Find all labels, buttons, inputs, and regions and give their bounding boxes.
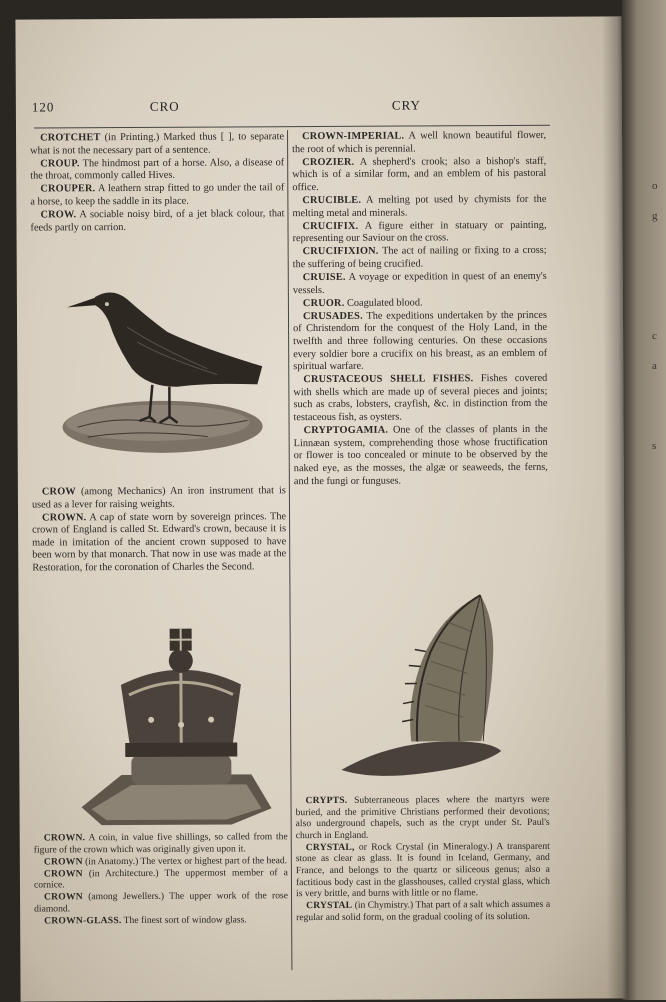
entry-text: (among Jewellers.) The upper work of the rose diamond. xyxy=(34,890,289,915)
entry-headword: CRYPTOGAMIA. xyxy=(303,424,389,437)
entry-text: A voyage or expedition in quest of an enemy's vessels. xyxy=(292,270,547,296)
entry-text: Coagulated blood. xyxy=(344,297,423,309)
left-guide-word: CRO xyxy=(149,98,180,114)
entry-text: Subterraneous places where the martyrs were buried, and the primitive Christians performed their devotions; also underground chapels, such as the crypt under St. Paul's church in England. xyxy=(295,793,550,841)
entry-crown-architecture xyxy=(34,867,288,892)
left-column-middle xyxy=(32,485,286,575)
entry-text: A well known beautiful flower, the root of which is perennial. xyxy=(292,129,547,155)
book-page xyxy=(15,16,626,1001)
left-column-lower xyxy=(34,831,288,928)
crown-engraving xyxy=(81,624,272,835)
entry-cruise xyxy=(293,271,547,298)
entry-headword: CROWN. xyxy=(43,832,86,844)
left-column-upper xyxy=(30,131,285,235)
entry-text: (among Mechanics) An iron instrument that is used as a lever for raising weights. xyxy=(31,485,286,511)
entry-text: The expeditions undertaken by the princes of Christendom for the conquest of the Holy Land, in the twelfth and three following centuries. On these occasions every soldier bore a crucifix on his breast, as an emblem of spiritual warfare. xyxy=(293,309,548,373)
entry-crown-jewellers xyxy=(34,891,288,916)
entry-cruor xyxy=(293,297,547,311)
crow-engraving xyxy=(57,286,268,467)
entry-headword: CRUCIFIXION. xyxy=(302,246,379,258)
entry-text: Fishes covered with shells which are made up of several pieces and joints; such as crabs, lobsters, crayfish, &c. in distinction from the testaceous fish, as oysters. xyxy=(293,373,548,424)
entry-crystal-chymistry xyxy=(296,899,550,924)
entry-text: The hindmost part of a horse. Also, a disease of the throat, commonly called Hives. xyxy=(30,156,285,182)
entry-crucible xyxy=(292,194,546,221)
entry-crouper xyxy=(30,183,284,210)
entry-headword: CROZIER. xyxy=(302,156,355,168)
entry-crown xyxy=(32,511,286,575)
entry-croup xyxy=(30,157,284,184)
entry-headword: CRYPTS. xyxy=(305,794,348,807)
entry-crypts xyxy=(295,794,549,842)
entry-text: A shepherd's crook; also a bishop's staff, which is of a similar form, and an emblem of his pastoral office. xyxy=(292,155,547,194)
entry-headword: CRUSTACEOUS SHELL FISHES. xyxy=(303,373,474,386)
entry-text: (in Printing.) Marked thus [ ], to separate what is not the necessary part of a sentence. xyxy=(30,131,285,157)
entry-crown-coin xyxy=(34,831,288,856)
entry-headword: CROW. xyxy=(40,209,77,221)
page-number: 120 xyxy=(31,99,55,115)
entry-crown-anatomy xyxy=(34,855,288,868)
right-column-upper xyxy=(292,130,548,489)
entry-text: (in Anatomy.) The vertex or highest part of the head. xyxy=(82,854,288,867)
entry-headword: CRUCIBLE. xyxy=(302,194,362,207)
entry-crown-imperial xyxy=(292,130,546,157)
entry-text: or Rock Crystal (in Mineralogy.) A transparent stone as clear as glass. It is found in Iceland, Germany, and France, and belongs to the quartz or siliceous genus; also a factitious body cast in the glasshouses, called crystal glass, which is very brittle, and burns with little or no flame. xyxy=(295,840,550,900)
right-column-lower xyxy=(295,794,550,924)
entry-text: (in Chymistry.) That part of a salt which assumes a regular and solid form, on the gradual cooling of its solution. xyxy=(296,899,551,924)
entry-headword: CROW xyxy=(41,486,76,498)
entry-crow xyxy=(30,208,284,235)
entry-headword: CROUP. xyxy=(40,157,80,170)
entry-headword: CROWN xyxy=(44,891,83,903)
entry-text: One of the classes of plants in the Linnæan system, comprehending those whose fructification or flower is too concealed or minute to be observed by the naked eye, as the mosses, the algæ or seaweeds, the ferns, and the fungi or funguses. xyxy=(293,423,548,487)
entry-headword: CROTCHET xyxy=(40,132,101,144)
entry-text: The finest sort of window glass. xyxy=(121,914,247,927)
entry-crown-glass xyxy=(34,914,288,927)
entry-headword: CROUPER. xyxy=(40,183,96,195)
entry-text: A leathern strap fitted to go under the tail of a horse, to keep the saddle in its place. xyxy=(30,182,285,208)
entry-cryptogamia xyxy=(294,424,548,488)
entry-headword: CROWN xyxy=(43,868,83,880)
entry-headword: CROWN-IMPERIAL. xyxy=(302,130,405,143)
entry-crotchet xyxy=(30,131,284,158)
entry-crystal-mineralogy xyxy=(296,841,550,900)
entry-headword: CRUSADES. xyxy=(302,310,363,322)
fern-engraving xyxy=(330,591,521,792)
entry-text: A sociable noisy bird, of a jet black colour, that feeds partly on carrion. xyxy=(30,208,285,234)
entry-text: A coin, in value five shillings, so called from the figure of the crown which was originally given upon it. xyxy=(33,831,288,856)
entry-headword: CRYSTAL xyxy=(306,900,353,912)
entry-crow-mechanics xyxy=(32,485,286,512)
entry-text: A figure either in statuary or painting, representing our Saviour on the cross. xyxy=(292,219,547,245)
entry-crustaceous xyxy=(293,373,547,425)
entry-headword: CRYSTAL, xyxy=(305,841,355,853)
facing-page-edge: o g c a s xyxy=(622,0,666,1000)
column-divider xyxy=(287,130,292,970)
entry-headword: CRUISE. xyxy=(302,271,346,284)
entry-headword: CRUOR. xyxy=(302,297,345,309)
entry-headword: CRUCIFIX. xyxy=(302,220,359,232)
right-guide-word: CRY xyxy=(391,97,421,113)
entry-text: A cap of state worn by sovereign princes. The crown of England is called St. Edward's crown, because it is made in imitation of the ancient crown supposed to have been worn by that monarch. That now in use was made at the Restoration, for the coronation of Charles the Second. xyxy=(32,510,287,574)
entry-headword: CROWN. xyxy=(42,511,87,524)
entry-text: (in Architecture.) The uppermost member of a cornice. xyxy=(33,866,288,891)
entry-crucifixion xyxy=(293,245,547,272)
entry-crusades xyxy=(293,310,547,374)
entry-headword: CROWN-GLASS. xyxy=(44,915,122,927)
header-rule xyxy=(34,125,550,129)
entry-crucifix xyxy=(292,219,546,246)
entry-text: The act of nailing or fixing to a cross; the suffering of being crucified. xyxy=(292,245,547,271)
entry-crozier xyxy=(292,156,546,195)
entry-headword: CROWN xyxy=(43,855,83,868)
entry-text: A melting pot used by chymists for the melting metal and minerals. xyxy=(292,193,547,219)
